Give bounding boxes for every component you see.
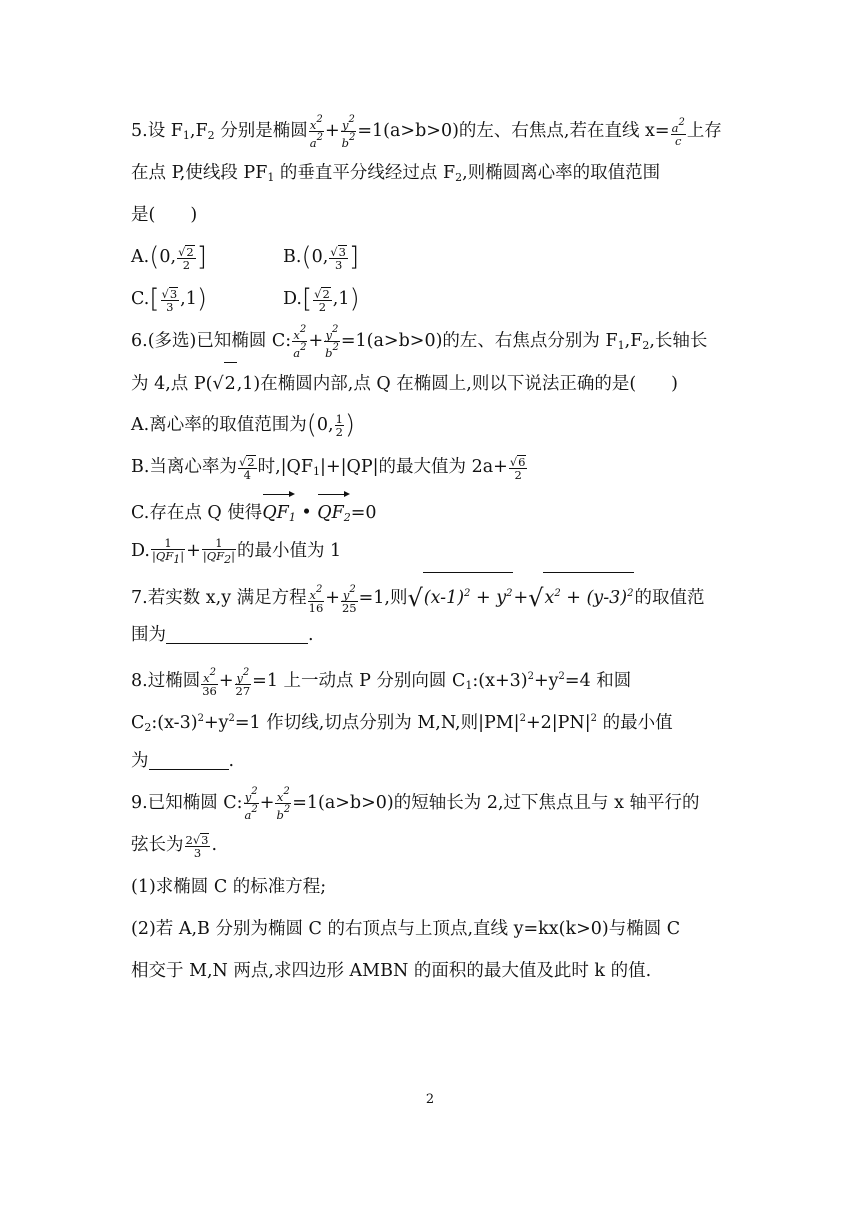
q5-line-3: 是( ) <box>131 205 198 225</box>
q5-option-d: D.[ $\frac{√2}{2}$ ,1) <box>283 284 360 314</box>
q7-line-1: 7.若实数 x,y 满足方程 $\frac{x2}{16}$ + $\frac{y2}{25}$ =1,则$√(x-1)^2 + y^2+√x^2 + (y-3)^2$的取值范 <box>131 572 741 614</box>
q6-option-c: C.存在点 Q 使得$QF_1$ • $QF_2=0$ <box>131 488 741 530</box>
q8-answer-blank <box>149 747 229 770</box>
q9-line-1: 9.已知椭圆 C: $\frac{y2}{a2}$ + $\frac{x2}{b2}$ =1(a>b>0)的短轴长为 2,过下焦点且与 x 轴平行的 <box>131 786 700 822</box>
q6-option-d: D. $\frac{1}{|QF1|}$ + $\frac{1}{|QF2|}$ 的最小值为 1 <box>131 536 342 566</box>
q6-option-a: A.离心率的取值范围为(0, $\frac{1}{2}$ ) <box>131 410 356 440</box>
q9-line-2: 弦长为 $\frac{2√3}{3}$ . <box>131 832 218 860</box>
q6-option-b: B.当离心率为 $\frac{√2}{4}$ 时$,|QF_1|+|QP|$的最大值为 2a+ $\frac{√6}{2}$ <box>131 454 526 482</box>
q6-line-2: 为 4,点 P(√2,1)在椭圆内部,点 Q 在椭圆上,则以下说法正确的是( ) <box>131 362 741 404</box>
page-number: 2 <box>425 1092 435 1107</box>
q9-part-2-line-1: (2)若 A,B 分别为椭圆 C 的右顶点与上顶点,直线 y=kx(k>0)与椭圆 C <box>131 919 681 939</box>
q5-options-ab <box>131 236 741 278</box>
q7-answer-blank <box>166 621 308 644</box>
question-content <box>131 110 741 992</box>
q5-option-a: A.(0, $\frac{√2}{2}$ ] <box>131 242 207 272</box>
q5-line-2: 在点 P,使线段 $PF_1$ 的垂直平分线经过点 $F_2$,则椭圆离心率的取值范围 <box>131 163 661 184</box>
q5-line-1: 5.设 $F_1,F_2$ 分别是椭圆 $\frac{x2}{a2}$ + $\frac{y2}{b2}$ =1(a>b>0)的左、右焦点,若在直线 x= $\frac{a2}{c}$ 上存 <box>131 114 722 150</box>
q5-option-c: C.[ $\frac{√3}{3}$ ,1) <box>131 284 208 314</box>
q9-part-1: (1)求椭圆 C 的标准方程; <box>131 877 327 897</box>
q6-line-1: 6.(多选)已知椭圆 C: $\frac{x2}{a2}$ + $\frac{y2}{b2}$ =1(a>b>0)的左、右焦点分别为 $F_1,F_2$,长轴长 <box>131 324 708 360</box>
q5-option-b: B.(0, $\frac{√3}{3}$ ] <box>283 242 360 272</box>
q8-line-3: 为 . <box>131 740 741 782</box>
q5-options-cd <box>131 278 741 320</box>
q9-part-2-line-2: 相交于 M,N 两点,求四边形 AMBN 的面积的最大值及此时 k 的值. <box>131 961 652 981</box>
q8-line-1: 8.过椭圆 $\frac{x2}{36}$ + $\frac{y2}{27}$ =1 上一动点 P 分别向圆 $C_1:(x+3)^2+y^2=4$ 和圆 <box>131 666 632 698</box>
q8-line-2: $C_2:(x-3)^2+y^2=1$ 作切线,切点分别为 M,N,则$|PM|^2+2|PN|^2$ 的最小值 <box>131 713 673 734</box>
q7-line-2: 围为 . <box>131 614 741 656</box>
